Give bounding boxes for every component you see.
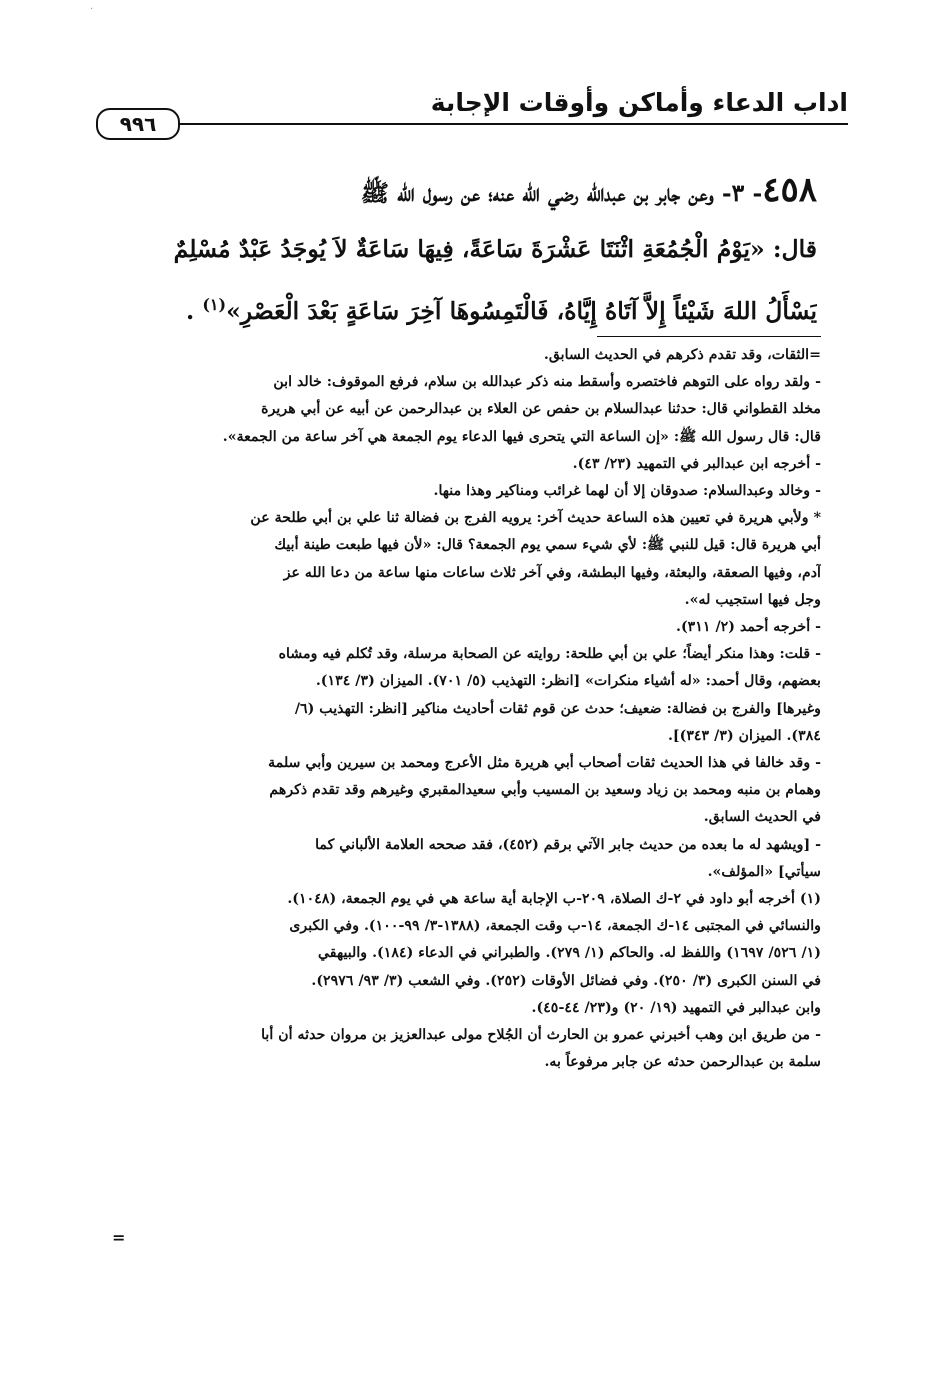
note-line: - وخالد وعبدالسلام: صدوقان إلا أن لهما غرائب ومناكير وهذا منها. [433,483,821,500]
note-line: قال: قال رسول الله ﷺ: «إن الساعة التي يتحرى فيها الدعاء يوم الجمعة هي آخر ساعة من الجمعة». [222,428,821,445]
hadith-line-2: قال: «يَوْمُ الْجُمُعَةِ اثْنَتَا عَشْرَةَ سَاعَةً، فِيهَا سَاعَةٌ لاَ يُوجَدُ عَبْدٌ مُسْلِمٌ [173,235,817,263]
note-line: - قلت: وهذا منكر أيضاً؛ علي بن أبي طلحة: روايته عن الصحابة مرسلة، وقد تُكلم فيه ومشاه [278,646,821,663]
continuation-mark: = [112,1228,126,1247]
hadith-number: ٤٥٨ [762,170,817,210]
page-number: ٩٩٦ [96,108,180,140]
note-line: سلمة بن عبدالرحمن حدثه عن جابر مرفوعاً به. [544,1054,821,1071]
note-line: - أخرجه أحمد (٢/ ٣١١). [676,619,821,636]
note-line: - أخرجه ابن عبدالبر في التمهيد (٢٣/ ٤٣). [572,455,821,472]
note-line: - [ويشهد له ما بعده من حديث جابر الآتي برقم (٤٥٢)، فقد صححه العلامة الألباني كما [315,836,821,853]
note-line: في الحديث السابق. [703,809,821,826]
note-line: وهمام بن منبه ومحمد بن زياد وسعيد بن المسيب وأبي سعيدالمقبري وغيرهم وقد تقدم ذكرهم [269,782,821,799]
note-line: (١/ ٥٢٦/ ١٦٩٧) واللفظ له. والحاكم (١/ ٢٧٩). والطبراني في الدعاء (١٨٤). والبيهقي [317,945,821,962]
note-line: ٣٨٤). الميزان (٣/ ٣٤٣)]. [667,727,821,744]
hadith-line-3 [127,277,817,339]
note-line: - وقد خالفا في هذا الحديث ثقات أصحاب أبي هريرة مثل الأعرج ومحمد بن سيرين وأبي سلمة [268,755,821,772]
footnotes [125,342,821,1076]
hadith-line-1-text: - ٣- وعن جابر بن عبدالله رضي الله عنه؛ عن رسول الله ﷺ [360,179,763,207]
running-title: اداب الدعاء وأماكن وأوقات الإجابة [430,88,848,117]
note-line: في السنن الكبرى (٣/ ٢٥٠). وفي فضائل الأوقات (٢٥٢). وفي الشعب (٣/ ٩٣/ ٢٩٧٦). [311,972,821,989]
note-line: * ولأبي هريرة في تعيين هذه الساعة حديث آخر: يرويه الفرج بن فضالة ثنا علي بن أبي طلحة عن [250,510,821,527]
corner-dot: · [90,4,94,15]
hadith-end-dot: . [185,296,195,325]
note-line: - ولقد رواه على التوهم فاختصره وأسقط منه ذكر عبدالله بن سلام، فرفع الموقوف: خالد ابن [273,374,821,391]
note-line: أبي هريرة قال: قيل للنبي ﷺ: لأي شيء سمي يوم الجمعة؟ قال: «لأن فيها طبعت طينة أبيك [274,537,821,554]
note-line: سيأتي] «المؤلف». [707,863,821,880]
footnote-separator [597,336,821,337]
note-line: وابن عبدالبر في التمهيد (١٩/ ٢٠) و(٢٣/ ٤٤-٤٥). [531,999,821,1016]
note-line: وجل فيها استجيب له». [684,591,821,608]
page-header [96,82,848,142]
header-rule [178,123,848,125]
hadith-line-3-text: يَسْأَلُ اللهَ شَيْئاً إِلاَّ آتَاهُ إِيَّاهُ، فَالْتَمِسُوهَا آخِرَ سَاعَةٍ بَعْدَ الْعَصْرِ» [226,296,817,325]
footnote-reference: (١) [202,295,227,314]
note-line: وغيرها] والفرج بن فضالة: ضعيف؛ حدث عن قوم ثقات أحاديث مناكير [انظر: التهذيب (٦/ [294,700,821,717]
hadith-text [127,162,817,339]
note-line: =الثقات، وقد تقدم ذكرهم في الحديث السابق. [543,347,821,363]
note-line: بعضهم، وقال أحمد: «له أشياء منكرات» [انظر: التهذيب (٥/ ٧٠١). الميزان (٣/ ١٣٤). [315,673,821,690]
note-line: (١) أخرجه أبو داود في ٢-ك الصلاة، ٢٠٩-ب الإجابة أية ساعة هي في يوم الجمعة، (١٠٤٨). [287,891,821,908]
hadith-line-1 [127,162,817,221]
note-line: والنسائي في المجتبى ١٤-ك الجمعة، ١٤-ب وقت الجمعة، (١٣٨٨-٣/ ٩٩-١٠٠). وفي الكبرى [289,918,821,935]
note-line: آدم، وفيها الصعقة، والبعثة، وفيها البطشة، وفي آخر ثلاث ساعات منها ساعة من دعا الله عز [283,564,821,581]
note-line: - من طريق ابن وهب أخبرني عمرو بن الحارث أن الجُلاح مولى عبدالعزيز بن مروان حدثه أن أبا [261,1027,821,1044]
note-line: مخلد القطواني قال: حدثنا عبدالسلام بن حفص عن العلاء بن عبدالرحمن عن أبيه عن أبي هريرة [261,401,821,418]
